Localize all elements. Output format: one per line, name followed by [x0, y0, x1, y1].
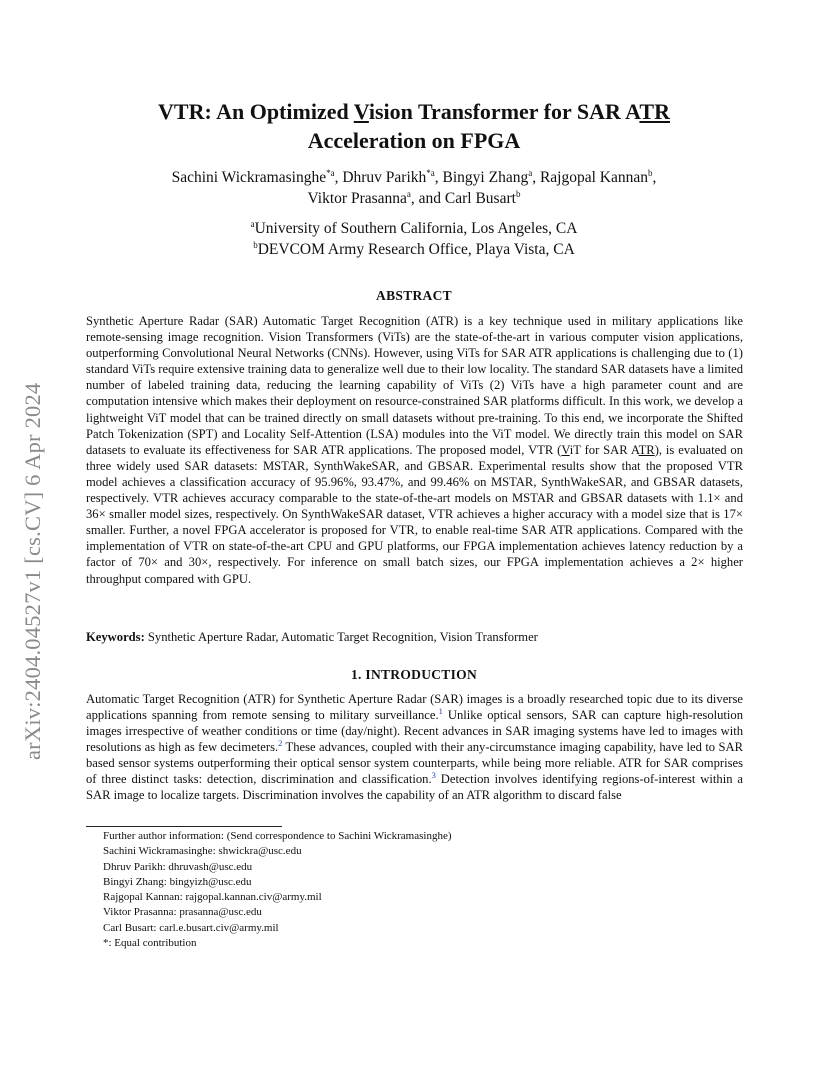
footnote-line: *: Equal contribution	[103, 937, 197, 950]
author-affil-mark: b	[648, 167, 653, 178]
footnote-list	[103, 829, 743, 951]
title-underlined-tr: TR	[639, 99, 670, 124]
abstract-text-2: ), is evaluated on three widely used SAR datasets: MSTAR, SynthWakeSAR, and GBSAR. Experimental results show that the proposed VTR model achieves a classification accuracy of 95.96%, 93.47%, and 99.46% on MSTAR, SynthWakeSAR, and GBSAR datasets, respectively. VTR achieves accuracy comparable to the state-of-the-art models on MSTAR and GBSAR datasets with 1.1× and 36× smaller model sizes, respectively. On SynthWakeSAR dataset, VTR achieves a higher accuracy with a model size that is 17× smaller. Further, a novel FPGA accelerator is proposed for VTR, to enable real-time SAR ATR applications. Compared with the implementation of VTR on state-of-the-art CPU and GPU platforms, our FPGA implementation achieves latency reduction by a factor of 70× and 30×, respectively. For inference on small batch sizes, our FPGA implementation achieves a 2× higher throughput compared with GPU.	[86, 442, 743, 586]
affil-mark: a	[250, 218, 255, 229]
footnote-line: Further author information: (Send correspondence to Sachini Wickramasinghe)	[103, 830, 452, 842]
paper-title	[80, 97, 748, 155]
affil-text: DEVCOM Army Research Office, Playa Vista, CA	[257, 241, 575, 258]
section-heading-introduction: 1. INTRODUCTION	[350, 667, 477, 682]
citation-link[interactable]: 2	[278, 737, 283, 748]
author-name: Viktor Prasanna	[307, 190, 407, 207]
intro-text: Unlike optical sensors, SAR can capture high-resolution images irrespective of weather conditions or time (day/night). Recent advances in SAR imaging systems have led to images with resolutions as high as few decimeters.	[86, 708, 743, 754]
abstract-text-vit: iT for SAR A	[569, 442, 639, 457]
affiliation-b	[90, 239, 738, 260]
footnote-line: Bingyi Zhang: bingyizh@usc.edu	[103, 875, 252, 888]
introduction-body	[86, 691, 743, 803]
author-affil-mark: b	[515, 188, 521, 199]
author-name: , Rajgopal Kannan	[532, 169, 649, 186]
keywords-line	[86, 629, 743, 645]
keywords-label: Keywords:	[86, 630, 145, 644]
author-name: , Bingyi Zhang	[434, 169, 529, 186]
abstract-text-1: Synthetic Aperture Radar (SAR) Automatic Target Recognition (ATR) is a key technique used in military applications like remote-sensing image recognition. Vision Transformers (ViTs) are the state-of-the-art in various computer vision applications, outperforming Convolutional Neural Networks (CNNs). However, using ViTs for SAR ATR applications is challenging due to (1) standard ViTs require extensive training data to generalize well due to their low locality. The standard SAR datasets have a limited number of labeled training data, reducing the learning capability of ViTs (2) ViTs have a high parameter count and are computation intensive which makes their deployment on resource-constrained SAR platforms difficult. In this work, we develop a lightweight ViT model that can be trained directly on small datasets without pre-training. To this end, we incorporate the Shifted Patch Tokenization (SPT) and Locality Self-Attention (LSA) modules into the ViT model. We directly train this model on SAR datasets to evaluate its effectiveness for SAR ATR applications. The proposed model, VTR (	[86, 314, 744, 457]
affiliation-list	[90, 218, 738, 260]
intro-text: Detection involves identifying regions-of-interest within a SAR image to localize targets. Discrimination involves the capability of an ATR algorithm to discard false	[86, 772, 743, 802]
author-name: , Dhruv Parikh	[334, 169, 427, 186]
abstract-underlined-v: V	[561, 442, 570, 457]
author-name: , and Carl Busart	[410, 190, 516, 207]
affiliation-a	[90, 218, 738, 239]
footnote-divider	[86, 826, 282, 827]
footnote-line: Viktor Prasanna: prasanna@usc.edu	[103, 906, 262, 919]
title-underlined-v: V	[353, 99, 369, 124]
abstract-underlined-tr: TR	[638, 442, 655, 457]
arxiv-side-stamp	[14, 290, 54, 760]
title-text-1: VTR: An Optimized	[158, 99, 354, 124]
author-affil-mark: *a	[426, 167, 435, 178]
keywords-text: Synthetic Aperture Radar, Automatic Target Recognition, Vision Transformer	[144, 630, 538, 644]
author-affil-mark: *a	[326, 167, 335, 178]
abstract-body	[86, 313, 743, 587]
author-list: Sachini Wickramasinghe$^{*a}$, Dhruv Parikh$^{*a}$, Bingyi Zhang$^a$, Rajgopal Kannan$^b$, Viktor Prasanna$^a$, and Carl Busart$^b$	[171, 167, 657, 207]
footnote-line: Dhruv Parikh: dhruvash@usc.edu	[103, 860, 253, 873]
footnote-line: Carl Busart: carl.e.busart.civ@army.mil	[103, 921, 279, 934]
citation-link[interactable]: 1	[438, 705, 443, 716]
author-name: Sachini Wickramasinghe	[171, 169, 327, 186]
affil-text: University of Southern California, Los Angeles, CA	[254, 220, 578, 237]
arxiv-identifier: arXiv:2404.04527v1 [cs.CV] 6 Apr 2024	[20, 382, 45, 760]
abstract-heading: ABSTRACT	[376, 288, 452, 303]
intro-text: Automatic Target Recognition (ATR) for Synthetic Aperture Radar (SAR) images is a broadly researched topic due to its diverse applications spanning from remote sensing to military surveillance.	[86, 692, 743, 722]
author-affil-mark: a	[528, 167, 533, 178]
title-text-line2: Acceleration on FPGA	[307, 128, 521, 153]
intro-text: These advances, coupled with their any-circumstance imaging capability, have led to SAR based sensor systems outperforming their optical sensor system counterparts, while being more reliable. ATR for SAR comprises of three distinct tasks: detection, discrimination and classification.	[86, 740, 743, 786]
footnote-line: Sachini Wickramasinghe: shwickra@usc.edu	[103, 845, 302, 858]
affil-mark: b	[253, 239, 258, 250]
footnote-line: Rajgopal Kannan: rajgopal.kannan.civ@army.mil	[103, 891, 322, 904]
citation-link[interactable]: 3	[431, 769, 436, 780]
author-affil-mark: a	[406, 188, 411, 199]
title-text-2: ision Transformer for SAR A	[368, 99, 640, 124]
